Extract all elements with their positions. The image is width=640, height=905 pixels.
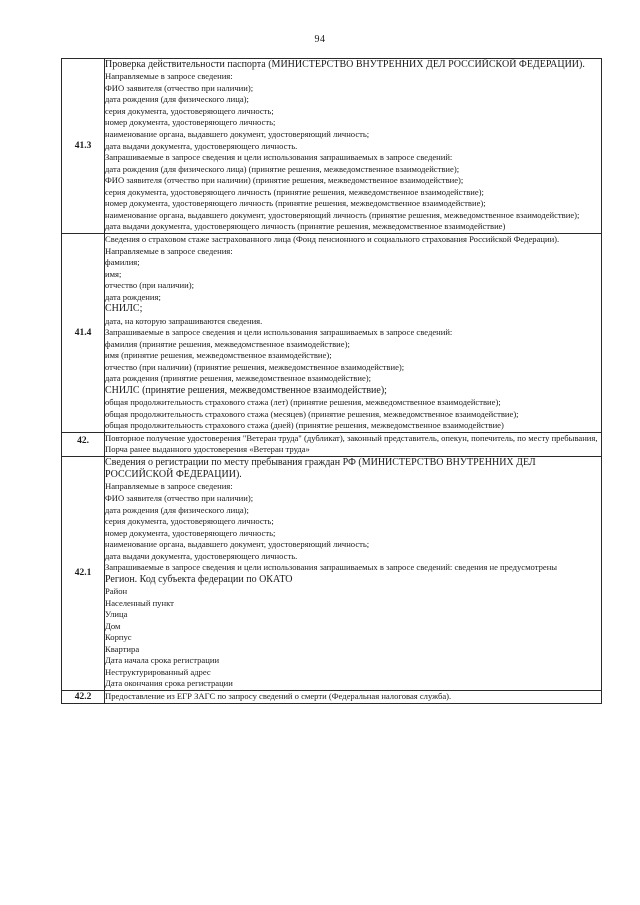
content-line: фамилия; xyxy=(105,257,140,268)
page-number: 94 xyxy=(314,34,326,45)
content-line: дата выдачи документа, удостоверяющего личность (принятие решения, межведомственное взаимодействие) xyxy=(105,221,506,232)
content-line: серия документа, удостоверяющего личность; xyxy=(105,105,274,116)
content-line: дата рождения (принятие решения, межведомственное взаимодействие); xyxy=(105,373,372,384)
content-line: номер документа, удостоверяющего личность (принятие решения, межведомственное взаимодействие); xyxy=(105,198,486,209)
content-line: Запрашиваемые в запросе сведения и цели использования запрашиваемых в запросе сведений: xyxy=(105,152,453,163)
content-line: имя; xyxy=(105,268,122,279)
content-line: Сведения о страховом стаже застрахованного лица (Фонд пенсионного и социального страхования Российской Федерации). xyxy=(105,233,560,244)
content-line: Регион. Код субъекта федерации по ОКАТО xyxy=(105,573,293,585)
content-line: отчество (при наличии); xyxy=(105,280,194,291)
table-row xyxy=(62,691,602,704)
table-row xyxy=(62,59,602,234)
content-line: Направляемые в запросе сведения: xyxy=(105,245,233,256)
content-line: дата, на которую запрашиваются сведения. xyxy=(105,315,263,326)
row-content xyxy=(105,456,602,690)
row-number: 41.4 xyxy=(62,233,105,432)
row-content xyxy=(105,432,602,456)
content-line: ФИО заявителя (отчество при наличии) (принятие решения, межведомственное взаимодействие); xyxy=(105,175,464,186)
row-number: 42.1 xyxy=(62,456,105,690)
content-line: Населенный пункт xyxy=(105,597,174,608)
content-line: СНИЛС (принятие решения, межведомственное взаимодействие); xyxy=(105,384,387,396)
content-line: общая продолжительность страхового стажа (дней) (принятие решения, межведомственное взаимодействие) xyxy=(105,420,504,431)
content-line: дата выдачи документа, удостоверяющего личность. xyxy=(105,550,298,561)
row-number: 42. xyxy=(62,432,105,456)
row-content xyxy=(105,59,602,234)
content-line: дата рождения (для физического лица); xyxy=(105,504,249,515)
content-line: Дата окончания срока регистрации xyxy=(105,678,233,689)
content-line: Улица xyxy=(105,609,128,620)
content-line: Неструктурированный адрес xyxy=(105,666,211,677)
content-line: дата рождения (для физического лица); xyxy=(105,94,249,105)
content-line: Дом xyxy=(105,620,121,631)
content-line: наименование органа, выдавшего документ, удостоверяющий личность; xyxy=(105,129,370,140)
content-line: общая продолжительность страхового стажа (лет) (принятие решения, межведомственное взаимодействие); xyxy=(105,397,501,408)
content-line: Дата начала срока регистрации xyxy=(105,655,220,666)
content-line: Проверка действительности паспорта (МИНИСТЕРСТВО ВНУТРЕННИХ ДЕЛ РОССИЙСКОЙ ФЕДЕРАЦИИ). xyxy=(105,59,585,70)
content-line: дата выдачи документа, удостоверяющего личность. xyxy=(105,140,298,151)
content-line: Запрашиваемые в запросе сведения и цели использования запрашиваемых в запросе сведений: сведения не предусмотрены xyxy=(105,562,558,573)
table-row xyxy=(62,432,602,456)
content-line: наименование органа, выдавшего документ, удостоверяющий личность; xyxy=(105,539,370,550)
document-table xyxy=(61,58,602,704)
content-line: Корпус xyxy=(105,632,132,643)
content-line: Запрашиваемые в запросе сведения и цели использования запрашиваемых в запросе сведений: xyxy=(105,327,453,338)
content-line: Повторное получение удостоверения "Ветеран труда" (дубликат), законный представитель, опекун, попечитель, по месту пребывания, Порча ранее выданного удостоверения «Ветеран труда» xyxy=(105,432,598,455)
content-line: СНИЛС; xyxy=(105,303,143,315)
content-line: ФИО заявителя (отчество при наличии); xyxy=(105,82,254,93)
content-line: номер документа, удостоверяющего личность; xyxy=(105,117,276,128)
content-line: отчество (при наличии) (принятие решения, межведомственное взаимодействие); xyxy=(105,361,405,372)
row-number: 41.3 xyxy=(62,59,105,234)
content-line: общая продолжительность страхового стажа (месяцев) (принятие решения, межведомственное взаимодействие); xyxy=(105,408,519,419)
content-line: Квартира xyxy=(105,643,140,654)
table-row xyxy=(62,233,602,432)
row-content xyxy=(105,233,602,432)
row-number: 42.2 xyxy=(62,691,105,704)
content-line: Район xyxy=(105,586,128,597)
content-line: дата рождения (для физического лица) (принятие решения, межведомственное взаимодействие); xyxy=(105,163,460,174)
content-line: номер документа, удостоверяющего личность; xyxy=(105,527,276,538)
content-line: ФИО заявителя (отчество при наличии); xyxy=(105,492,254,503)
content-line: Направляемые в запросе сведения: xyxy=(105,481,233,492)
content-line: имя (принятие решения, межведомственное взаимодействие); xyxy=(105,350,332,361)
content-line: серия документа, удостоверяющего личность; xyxy=(105,516,274,527)
content-line: Сведения о регистрации по месту пребывания граждан РФ (МИНИСТЕРСТВО ВНУТРЕННИХ ДЕЛ РОССИЙСКОЙ ФЕДЕРАЦИИ). xyxy=(105,456,536,481)
content-line: Направляемые в запросе сведения: xyxy=(105,71,233,82)
table-row xyxy=(62,456,602,690)
content-line: серия документа, удостоверяющего личность (принятие решения, межведомственное взаимодействие); xyxy=(105,186,484,197)
row-content xyxy=(105,691,602,704)
content-line: фамилия (принятие решения, межведомственное взаимодействие); xyxy=(105,338,350,349)
content-line: дата рождения; xyxy=(105,291,161,302)
content-line: наименование органа, выдавшего документ, удостоверяющий личность (принятие решения, межведомственное взаимодействие); xyxy=(105,209,580,220)
content-line: Предоставление из ЕГР ЗАГС по запросу сведений о смерти (Федеральная налоговая служба). xyxy=(105,691,452,702)
